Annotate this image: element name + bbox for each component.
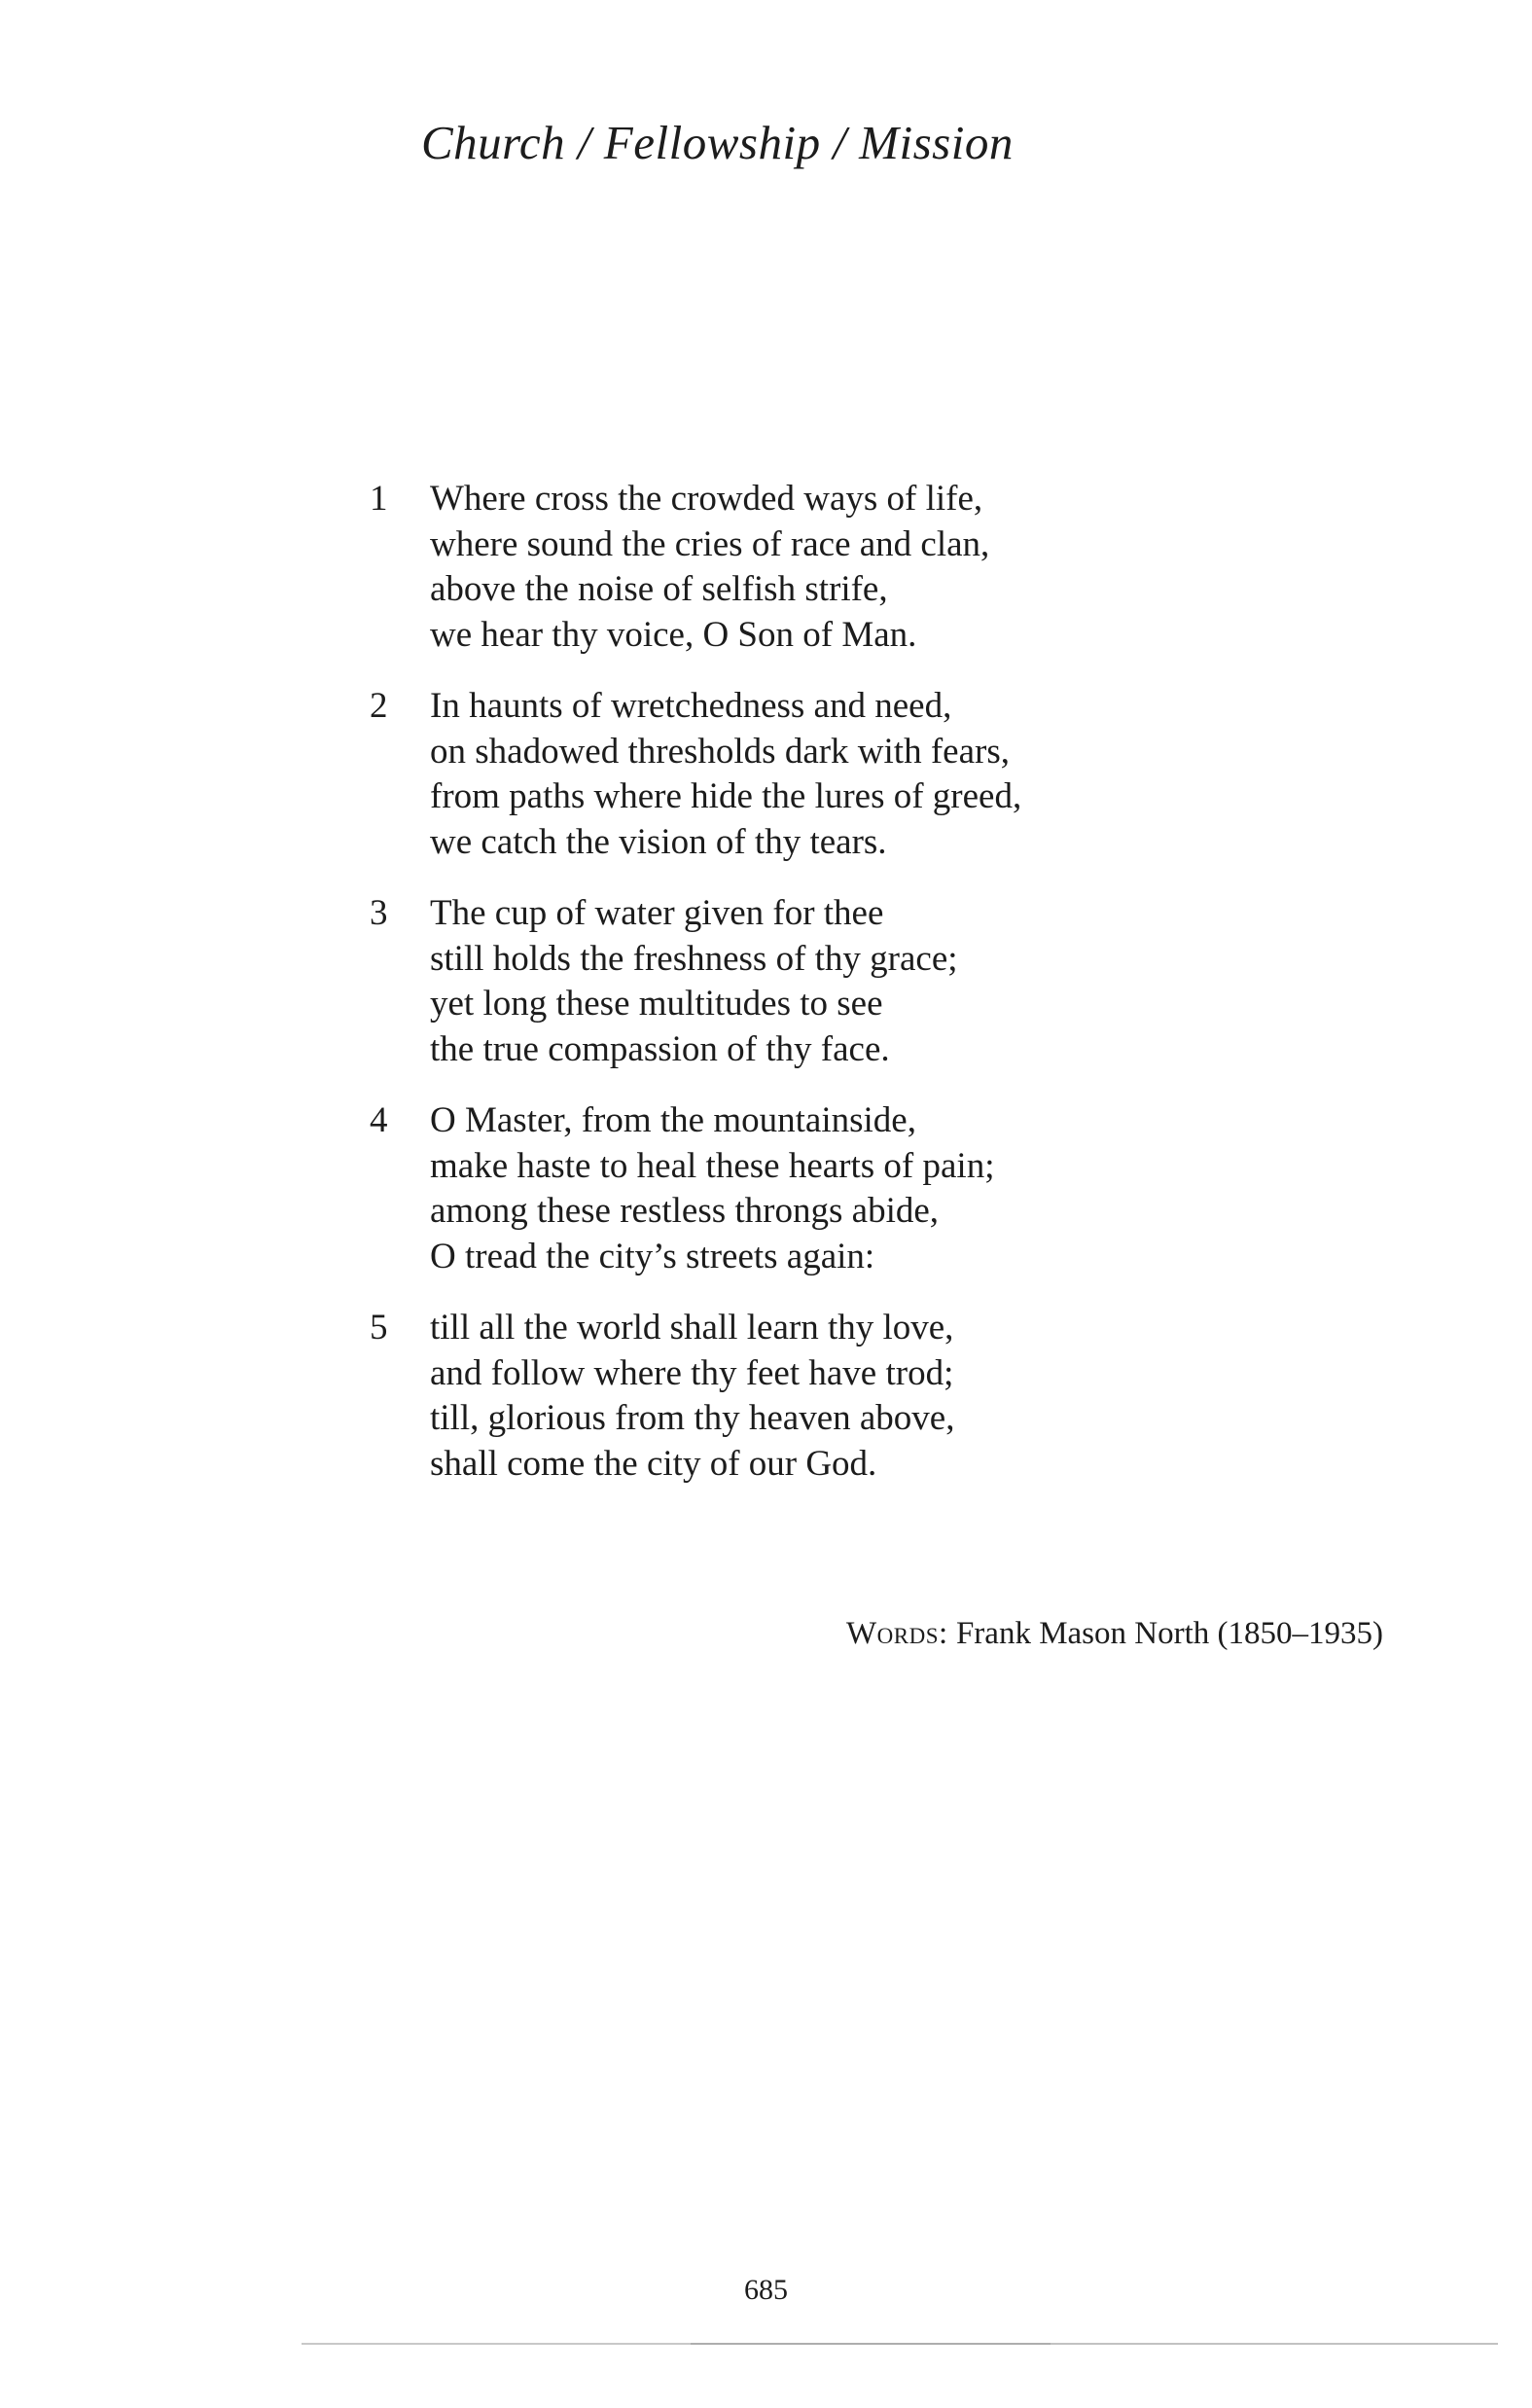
- verse-line: yet long these multitudes to see: [430, 984, 883, 1024]
- verse: [370, 684, 1167, 865]
- verse-number: 5: [370, 1308, 388, 1348]
- verse-line: O Master, from the mountainside,: [430, 1100, 916, 1140]
- page-number: 685: [744, 2274, 788, 2306]
- verse: [370, 891, 1167, 1072]
- verse-line: above the noise of selfish strife,: [430, 569, 888, 609]
- verse-lines: [430, 1306, 1167, 1487]
- credit-author: Frank Mason North (1850–1935): [955, 1616, 1383, 1651]
- verse-line: on shadowed thresholds dark with fears,: [430, 731, 1010, 772]
- verse-line: and follow where thy feet have trod;: [430, 1352, 954, 1393]
- verse: [370, 1306, 1167, 1487]
- verse-number: 1: [370, 479, 388, 519]
- verse-line: till, glorious from thy heaven above,: [430, 1398, 955, 1438]
- verse-line: Where cross the crowded ways of life,: [430, 479, 983, 519]
- verse-line: till all the world shall learn thy love,: [430, 1308, 954, 1348]
- scan-edge-line: [691, 2343, 1051, 2345]
- verse-line: we catch the vision of thy tears.: [430, 821, 887, 862]
- words-credit: [846, 1616, 1383, 1652]
- verse: [370, 477, 1167, 658]
- verse-line: still holds the freshness of thy grace;: [430, 938, 958, 979]
- verse-line: the true compassion of thy face.: [430, 1028, 890, 1069]
- verse-line: from paths where hide the lures of greed,: [430, 776, 1022, 816]
- verse-number: 3: [370, 893, 388, 933]
- verse-line: we hear thy voice, O Son of Man.: [430, 614, 917, 655]
- verse-line: make haste to heal these hearts of pain;: [430, 1145, 995, 1186]
- verse-line: among these restless throngs abide,: [430, 1191, 940, 1231]
- credit-label: Words:: [846, 1616, 948, 1651]
- verse-lines: [430, 684, 1167, 865]
- verse-line: O tread the city’s streets again:: [430, 1236, 875, 1276]
- verse-number: 2: [370, 686, 388, 726]
- verse-lines: [430, 891, 1167, 1072]
- verse-line: where sound the cries of race and clan,: [430, 523, 990, 564]
- verse-lines: [430, 1098, 1167, 1279]
- verse: [370, 1098, 1167, 1279]
- verse-line: The cup of water given for thee: [430, 893, 884, 933]
- verse-number: 4: [370, 1100, 388, 1140]
- section-heading: Church / Fellowship / Mission: [421, 116, 1014, 169]
- verse-lines: [430, 477, 1167, 658]
- verse-line: shall come the city of our God.: [430, 1443, 877, 1484]
- verse-line: In haunts of wretchedness and need,: [430, 686, 952, 726]
- scan-edge-line: [1051, 2343, 1498, 2345]
- scan-edge-line: [302, 2343, 691, 2345]
- hymn-text: [370, 477, 1167, 1513]
